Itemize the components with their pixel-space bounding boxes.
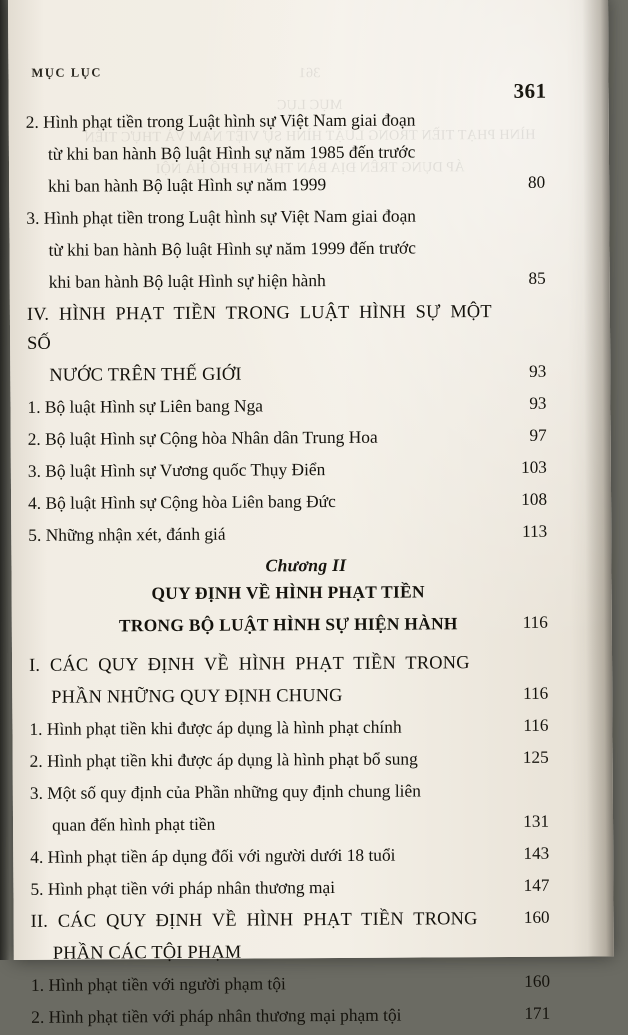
chapter-title-line xyxy=(29,576,584,608)
toc-entry-line: I. CÁC QUY ĐỊNH VỀ HÌNH PHẠT TIỀN TRONG xyxy=(29,652,470,675)
paper-sheet xyxy=(8,0,614,1027)
toc-section-heading xyxy=(27,297,582,357)
toc-entry-cont xyxy=(26,233,581,265)
toc-entry-line: 1. Hình phạt tiền khi được áp dụng là hình phạt chính xyxy=(29,716,402,739)
toc-page-number: 143 xyxy=(523,843,550,863)
toc-entry-line: 4. Bộ luật Hình sự Cộng hòa Liên bang Đức xyxy=(28,490,336,513)
toc-page-number: 125 xyxy=(522,747,549,767)
toc-entry xyxy=(31,999,586,1031)
toc-entry xyxy=(29,711,584,743)
toc-entry xyxy=(28,485,583,517)
toc-entry-line: QUY ĐỊNH VỀ HÌNH PHẠT TIỀN xyxy=(151,581,425,604)
toc-page-number: 113 xyxy=(522,521,548,541)
toc-entry-line: 3. Một số quy định của Phần những quy định chung liên xyxy=(29,780,421,803)
toc-entry-line: khi ban hành Bộ luật Hình sự năm 1999 xyxy=(48,174,327,196)
toc-entry-line: 5. Hình phạt tiền với pháp nhân thương mại xyxy=(30,877,336,899)
toc-entry-line: 3. Hình phạt tiền trong Luật hình sự Việt Nam giai đoạn xyxy=(26,205,417,228)
page-content xyxy=(8,0,614,1027)
toc-entry-cont xyxy=(27,265,582,297)
toc-entry-line: 4. Hình phạt tiền áp dụng đối với người dưới 18 tuổi xyxy=(30,844,396,867)
toc-entry xyxy=(27,389,582,421)
toc-entry-line: NƯỚC TRÊN THẾ GIỚI xyxy=(49,363,242,385)
chapter-title-line xyxy=(29,608,584,640)
toc-entry xyxy=(28,421,583,453)
toc-section-heading xyxy=(29,647,584,679)
toc-entry-cont xyxy=(26,169,581,201)
toc-page-number: 147 xyxy=(523,875,550,895)
toc-entry xyxy=(26,105,581,137)
toc-entry-cont xyxy=(26,137,581,169)
toc-entry-line: 1. Hình phạt tiền với người phạm tội xyxy=(30,973,286,995)
toc-page-number: 116 xyxy=(523,715,549,735)
bleed-through-text: 361 MỤC LỤC HÌNH PHẠT TIỀN TRONG LUẬT HÌNH SỰ VIỆT NAM VÀ THỰC TIỄN ÁP DỤNG TRÊN ĐỊA BÀN THÀNH PHỐ HÀ NỘI xyxy=(84,65,536,177)
toc-entry xyxy=(28,517,583,549)
toc-entry xyxy=(31,967,586,999)
toc-page-number: 116 xyxy=(522,612,548,632)
toc-page-number: 85 xyxy=(528,268,546,288)
toc-entry-line: 5. Những nhận xét, đánh giá xyxy=(28,523,226,545)
toc-entry-line: 3. Bộ luật Hình sự Vương quốc Thụy Điển xyxy=(27,458,326,481)
toc-entry xyxy=(30,871,585,903)
toc-entry-line: 2. Bộ luật Hình sự Cộng hòa Nhân dân Trung Hoa xyxy=(27,426,378,449)
toc-page-number: 116 xyxy=(523,683,549,703)
toc-page-number: 80 xyxy=(527,172,546,192)
chapter-label: Chương II xyxy=(265,554,347,576)
toc-entry-line: IV. HÌNH PHẠT TIỀN TRONG LUẬT HÌNH SỰ MỘT SỐ xyxy=(26,301,492,353)
toc-section-heading xyxy=(31,903,586,935)
toc-section-heading-cont xyxy=(27,357,582,389)
toc-page-number: 171 xyxy=(524,1003,551,1023)
toc-entry-line: 2. Hình phạt tiền khi được áp dụng là hình phạt bổ sung xyxy=(29,748,418,771)
running-head: MỤC LỤC xyxy=(31,65,103,80)
toc-page-number: 131 xyxy=(523,811,550,831)
toc-entry-line: 1. Bộ luật Hình sự Liên bang Nga xyxy=(27,394,264,417)
toc-page-number: 160 xyxy=(523,907,550,927)
toc-entry-line: 2. Hình phạt tiền với pháp nhân thương mại phạm tội xyxy=(31,1004,402,1027)
table-of-contents xyxy=(26,105,587,1035)
toc-entry-line: từ khi ban hành Bộ luật Hình sự năm 1999 đến trước xyxy=(48,237,416,260)
toc-entry xyxy=(30,775,585,807)
toc-section-heading-cont xyxy=(31,935,586,967)
toc-entry-line: quan đến hình phạt tiền xyxy=(51,813,216,835)
toc-entry-line: PHẦN CÁC TỘI PHẠM xyxy=(52,941,242,963)
toc-entry-line: II. CÁC QUY ĐỊNH VỀ HÌNH PHẠT TIỀN TRONG xyxy=(30,908,478,931)
toc-page-number: 93 xyxy=(529,393,547,413)
toc-entry-line: 2. Hình phạt tiền trong Luật hình sự Việt Nam giai đoạn xyxy=(25,109,416,132)
toc-section-heading-cont xyxy=(29,679,584,711)
toc-entry-line: TRONG BỘ LUẬT HÌNH SỰ HIỆN HÀNH xyxy=(118,613,458,636)
toc-entry-line: khi ban hành Bộ luật Hình sự hiện hành xyxy=(48,270,326,292)
toc-entry xyxy=(26,201,581,233)
toc-entry xyxy=(30,743,585,775)
toc-entry xyxy=(28,453,583,485)
toc-page-number: 93 xyxy=(529,361,547,381)
toc-page-number: 97 xyxy=(529,425,547,445)
page-number: 361 xyxy=(513,78,547,103)
toc-entry-line: PHẦN NHỮNG QUY ĐỊNH CHUNG xyxy=(51,684,343,707)
toc-page-number: 160 xyxy=(524,971,551,991)
toc-page-number: 108 xyxy=(521,489,548,509)
toc-entry xyxy=(30,839,585,871)
toc-entry-cont xyxy=(30,807,585,839)
toc-page-number: 103 xyxy=(521,457,547,477)
toc-entry-line: từ khi ban hành Bộ luật Hình sự năm 1985 đến trước xyxy=(47,141,416,164)
